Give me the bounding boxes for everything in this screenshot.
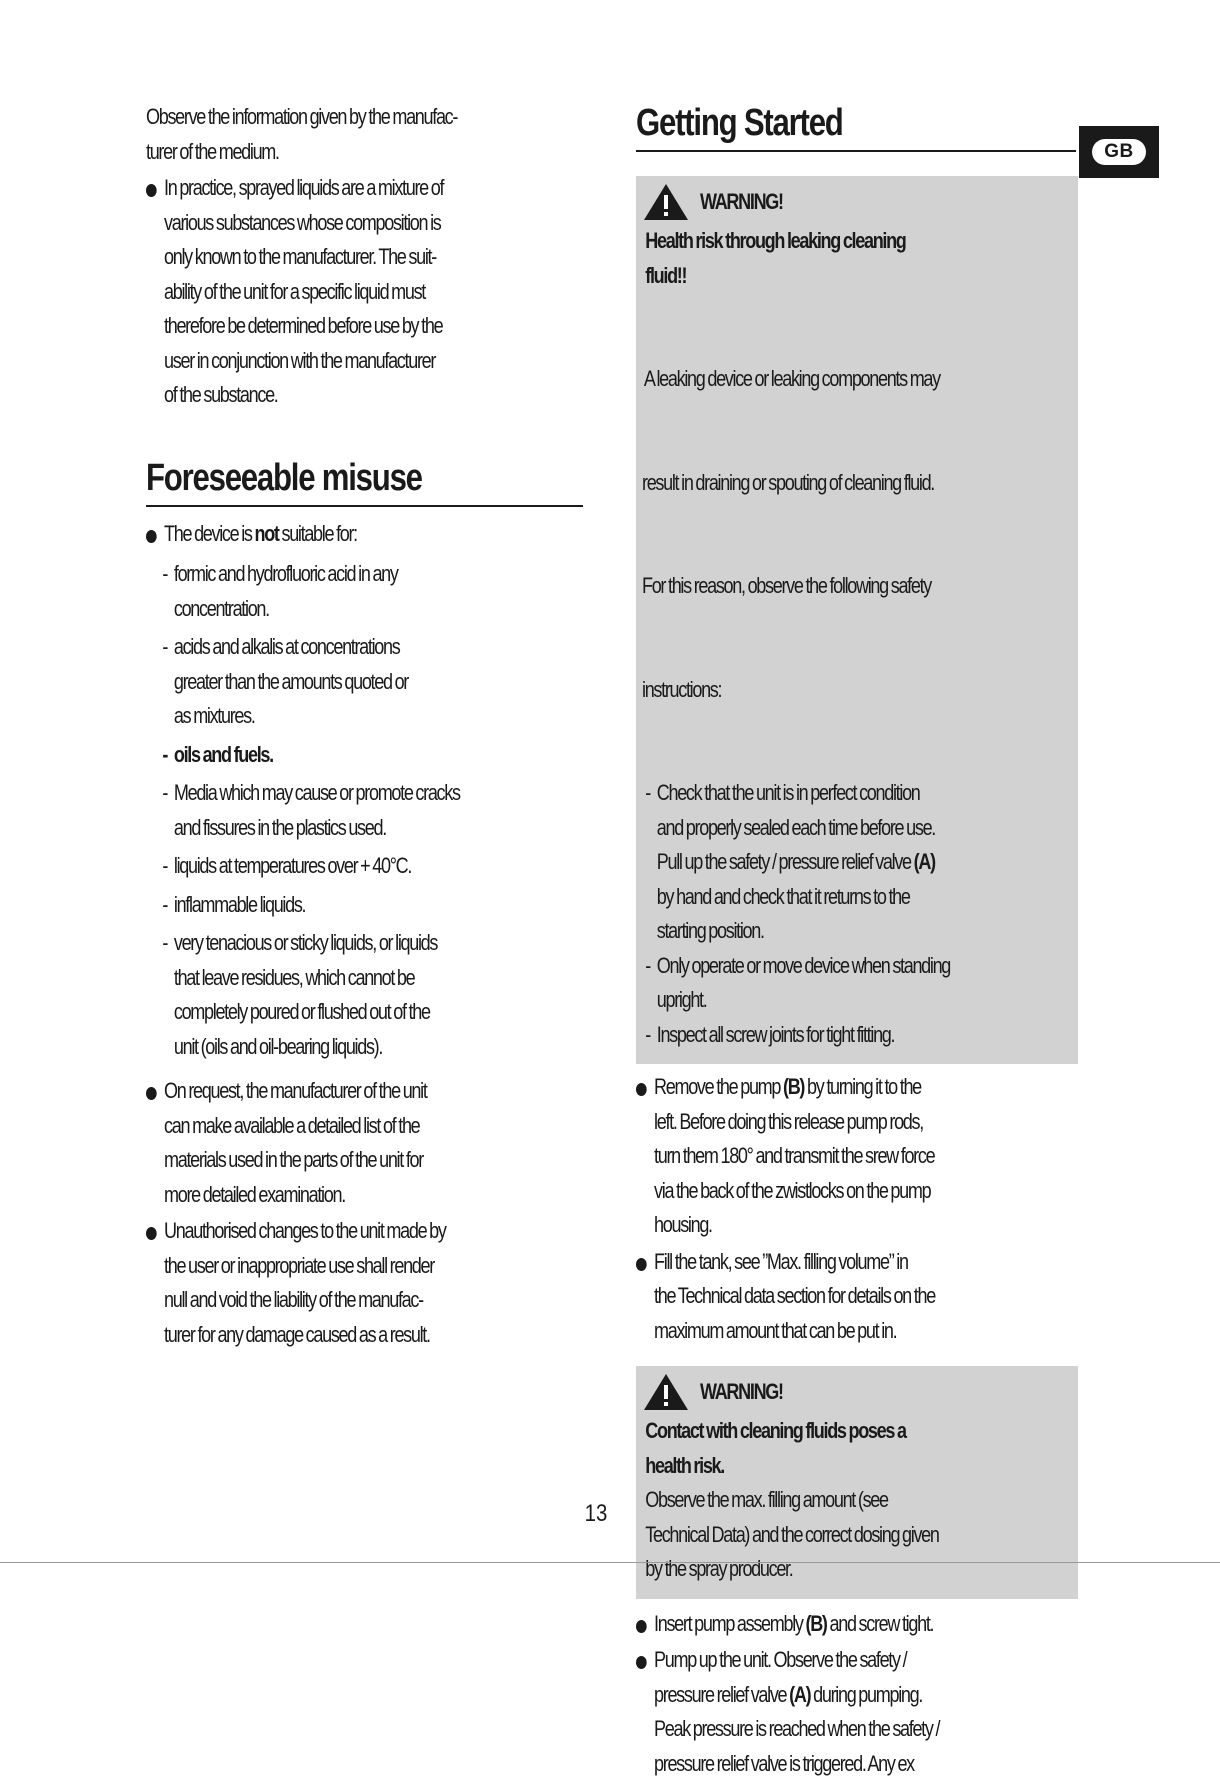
list-item: - Media which may cause or promote cracks and fissures in the plastics used.	[162, 780, 460, 840]
warning-triangle-icon	[642, 1372, 690, 1412]
heading-rule	[636, 150, 1076, 152]
list-item: - oils and fuels.	[162, 741, 273, 767]
list-item: - Inspect all screw joints for tight fitting.	[645, 1021, 895, 1047]
list-item: Fill the tank, see ”Max. filling volume” in the Technical data section for details on the maximum amount that can be put in.	[636, 1245, 1096, 1349]
warning-label: WARNING!	[700, 188, 783, 214]
warning-triangle-icon	[642, 182, 690, 222]
list-item: Unauthorised changes to the unit made by the user or inappropriate use shall render null and void the liability of the manufac- turer for any damage caused as a result.	[146, 1214, 604, 1352]
language-tab	[1079, 126, 1159, 178]
warning-header	[642, 1370, 1072, 1414]
list-item: Remove the pump (B) by turning it to the left. Before doing this release pump rods, turn them 180° and transmit the srew force via the back of the zwistlocks on the pump housing.	[636, 1070, 1096, 1243]
list-item: - liquids at temperatures over + 40°C.	[162, 853, 412, 878]
left-column	[146, 100, 586, 1352]
list-item: - Only operate or move device when standing upright.	[645, 952, 951, 1012]
warning-box	[636, 1366, 1078, 1599]
page-edge-line	[0, 1562, 1220, 1563]
warning-box	[636, 176, 1078, 1064]
list-item: - Check that the unit is in perfect condition and properly sealed each time before use. Pull up the safety / pressure relief valve (A) by hand and check that it returns to the starting position.	[645, 780, 936, 943]
warning-list	[642, 776, 1072, 1052]
misuse-list	[146, 557, 586, 1064]
heading-rule	[146, 505, 583, 507]
list-item: In practice, sprayed liquids are a mixture of various substances whose composition is only known to the manufacturer. The suit- ability of the unit for a specific liquid must therefore be determined before use by the user in conjunction with the manufacturer of the substance.	[146, 171, 604, 413]
page-number: 13	[584, 1500, 608, 1527]
section-heading-getting-started: Getting Started	[636, 102, 843, 144]
warning-body: A leaking device or leaking components may result in draining or spouting of cleaning fluid. For this reason, observe the following safety instructions:	[642, 366, 940, 702]
list-item: On request, the manufacturer of the unit can make available a detailed list of the materials used in the parts of the unit for more detailed examination.	[146, 1074, 604, 1212]
language-badge: GB	[1092, 139, 1146, 165]
list-item: Pump up the unit. Observe the safety / pressure relief valve (A) during pumping. Peak pressure is reached when the safety / pressure relief valve is triggered. Any ex	[636, 1643, 1096, 1781]
list-item: - inflammable liquids.	[162, 891, 306, 917]
warning-label: WARNING!	[700, 1378, 783, 1404]
warning-title: Health risk through leaking cleaning fluid!!	[645, 228, 906, 288]
list-item: - acids and alkalis at concentrations greater than the amounts quoted or as mixtures.	[162, 634, 408, 728]
list-item: The device is not suitable for:	[146, 517, 604, 552]
list-item: - formic and hydrofluoric acid in any concentration.	[162, 561, 398, 621]
list-item: - very tenacious or sticky liquids, or liquids that leave residues, which cannot be completely poured or flushed out of the unit (oils and oil-bearing liquids).	[162, 930, 438, 1059]
right-column	[636, 100, 1078, 1781]
section-heading-misuse: Foreseeable misuse	[146, 456, 422, 499]
warning-title: Contact with cleaning fluids poses a health risk.	[645, 1418, 906, 1478]
list-item: Insert pump assembly (B) and screw tight.	[636, 1607, 1096, 1642]
intro-paragraph: Observe the information given by the manufac- turer of the medium.	[146, 104, 458, 164]
warning-body: Observe the max. filling amount (see Technical Data) and the correct dosing given by the spray producer.	[645, 1487, 939, 1581]
warning-header	[642, 180, 1072, 224]
